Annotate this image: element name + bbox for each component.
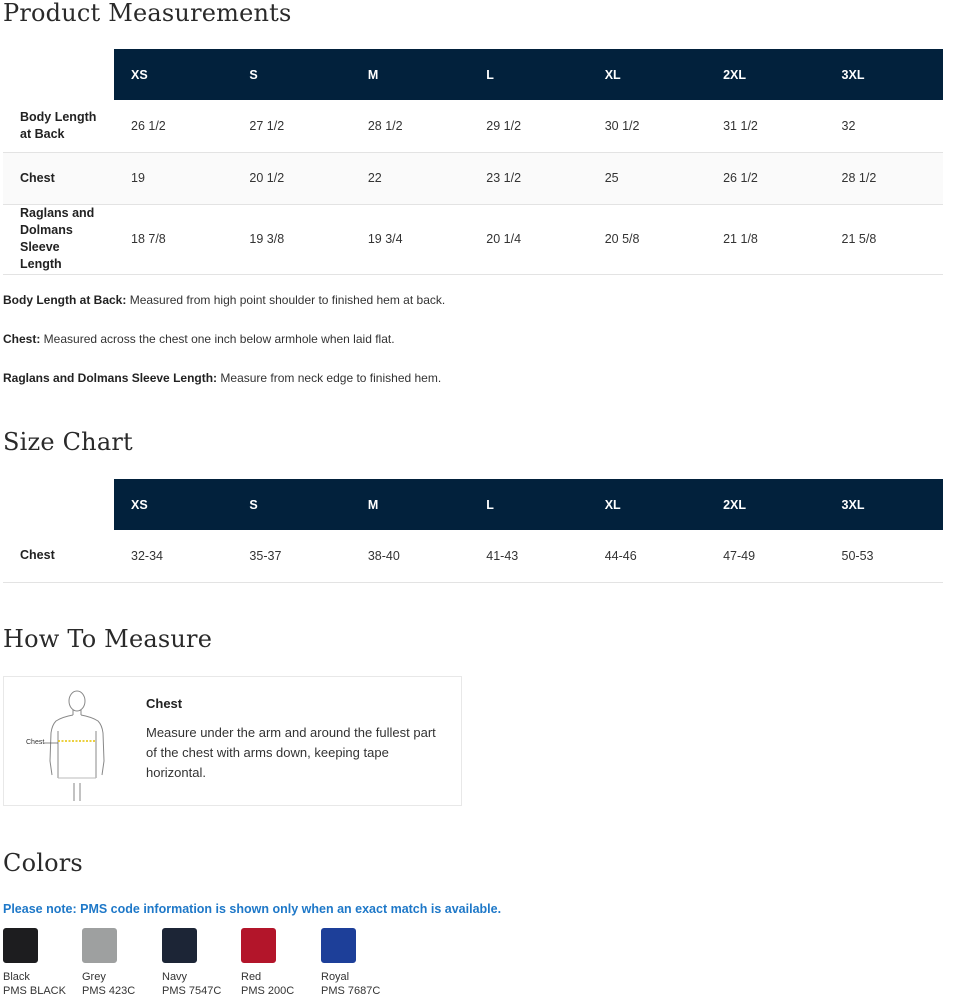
pms-note: Please note: PMS code information is shown only when an exact match is available.	[3, 902, 502, 916]
swatch-chip[interactable]	[241, 928, 276, 963]
table-cell: 32-34	[114, 530, 232, 582]
swatch-name: Grey	[82, 971, 106, 983]
how-to-measure-heading: How To Measure	[3, 625, 213, 653]
table-cell: 31 1/2	[706, 100, 824, 152]
row-label-line: Sleeve	[20, 240, 60, 254]
swatch-chip[interactable]	[82, 928, 117, 963]
size-header: L	[469, 49, 587, 100]
size-header-row	[3, 479, 943, 530]
table-cell: 27 1/2	[232, 100, 350, 152]
product-measurements-heading: Product Measurements	[3, 0, 292, 27]
table-row-sleeve-length	[3, 204, 943, 274]
color-swatch-navy[interactable]	[162, 928, 237, 998]
table-cell: 22	[351, 152, 469, 204]
row-label: Chest	[3, 152, 114, 204]
color-swatch-black[interactable]	[3, 928, 78, 998]
table-row-body-length	[3, 100, 943, 152]
table-cell: 20 5/8	[588, 204, 706, 274]
size-header: L	[469, 479, 587, 530]
measure-item-text: Measure under the arm and around the fullest part of the chest with arms down, keeping tape horizontal.	[146, 725, 436, 780]
table-cell: 21 1/8	[706, 204, 824, 274]
size-header-row	[3, 49, 943, 100]
size-header: XL	[588, 49, 706, 100]
size-header: M	[351, 479, 469, 530]
size-header: 2XL	[706, 479, 824, 530]
table-cell: 41-43	[469, 530, 587, 582]
size-chart-table	[3, 479, 943, 583]
measurement-note	[3, 332, 395, 346]
size-header: S	[232, 49, 350, 100]
table-cell: 47-49	[706, 530, 824, 582]
row-label-line: Dolmans	[20, 223, 73, 237]
swatch-pms: PMS 200C	[241, 985, 295, 997]
row-label	[3, 100, 114, 152]
size-chart-heading: Size Chart	[3, 428, 133, 456]
swatch-chip[interactable]	[321, 928, 356, 963]
table-cell: 29 1/2	[469, 100, 587, 152]
color-swatch-red[interactable]	[241, 928, 316, 998]
swatch-chip[interactable]	[162, 928, 197, 963]
note-term: Raglans and Dolmans Sleeve Length:	[3, 371, 218, 385]
table-row-chest	[3, 530, 943, 582]
row-label: Chest	[3, 530, 114, 582]
note-text: Measured across the chest one inch below armhole when laid flat.	[40, 332, 395, 346]
table-cell: 20 1/4	[469, 204, 587, 274]
size-header: S	[232, 479, 350, 530]
table-cell: 28 1/2	[351, 100, 469, 152]
measure-card	[3, 676, 462, 806]
table-cell: 28 1/2	[825, 152, 943, 204]
size-header: M	[351, 49, 469, 100]
product-measurements-table	[3, 49, 943, 275]
swatch-name: Red	[241, 971, 262, 983]
swatch-pms: PMS 423C	[82, 985, 136, 997]
table-cell: 19	[114, 152, 232, 204]
header-corner	[3, 49, 114, 100]
size-header: 2XL	[706, 49, 824, 100]
size-header: XS	[114, 49, 232, 100]
note-text: Measured from high point shoulder to finished hem at back.	[126, 293, 446, 307]
row-label-line: Length	[20, 257, 62, 271]
row-label-line: Body Length	[20, 109, 97, 124]
size-header: 3XL	[825, 49, 943, 100]
table-cell: 32	[825, 100, 943, 152]
color-swatch-grey[interactable]	[82, 928, 157, 998]
size-header: XL	[588, 479, 706, 530]
table-cell: 19 3/4	[351, 204, 469, 274]
table-cell: 20 1/2	[232, 152, 350, 204]
table-cell: 35-37	[232, 530, 350, 582]
row-label-line: at Back	[20, 126, 65, 141]
table-cell: 26 1/2	[706, 152, 824, 204]
note-text: Measure from neck edge to finished hem.	[217, 371, 442, 385]
swatch-pms: PMS BLACK	[3, 985, 66, 997]
table-cell: 21 5/8	[825, 204, 943, 274]
table-row-chest	[3, 152, 943, 204]
measurement-note	[3, 371, 441, 385]
header-corner	[3, 479, 114, 530]
measure-item-title: Chest	[146, 696, 183, 711]
size-header: XS	[114, 479, 232, 530]
table-cell: 23 1/2	[469, 152, 587, 204]
note-term: Body Length at Back:	[3, 293, 127, 307]
chest-measurement-figure	[16, 683, 131, 801]
swatch-pms: PMS 7687C	[321, 985, 381, 997]
size-header: 3XL	[825, 479, 943, 530]
swatch-chip[interactable]	[3, 928, 38, 963]
table-cell: 30 1/2	[588, 100, 706, 152]
table-cell: 44-46	[588, 530, 706, 582]
note-term: Chest:	[3, 332, 41, 346]
swatch-name: Navy	[162, 971, 188, 983]
row-label	[3, 204, 114, 274]
table-cell: 50-53	[825, 530, 943, 582]
colors-heading: Colors	[3, 849, 83, 877]
measurement-note	[3, 293, 445, 307]
table-cell: 38-40	[351, 530, 469, 582]
table-cell: 26 1/2	[114, 100, 232, 152]
table-cell: 19 3/8	[232, 204, 350, 274]
swatch-name: Black	[3, 971, 30, 983]
table-cell: 25	[588, 152, 706, 204]
swatch-pms: PMS 7547C	[162, 985, 222, 997]
swatch-name: Royal	[321, 971, 350, 983]
table-cell: 18 7/8	[114, 204, 232, 274]
color-swatch-royal[interactable]	[321, 928, 396, 998]
row-label-line: Raglans and	[20, 206, 95, 220]
figure-label: Chest	[26, 739, 45, 746]
